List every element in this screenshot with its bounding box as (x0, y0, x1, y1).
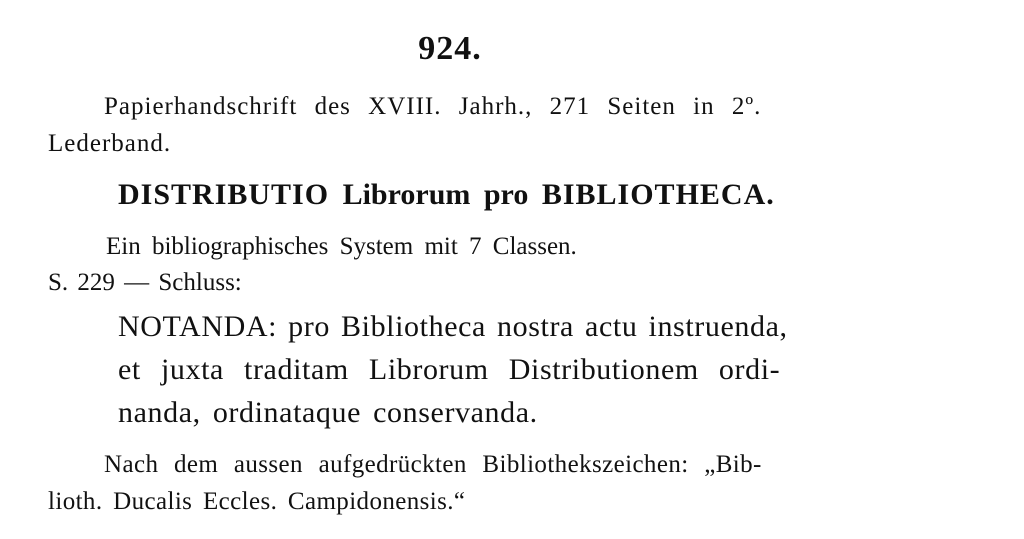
quote-line-1: NOTANDA: pro Bibliotheca nostra actu instruenda, (118, 310, 788, 343)
provenance-line-1: Nach dem aussen aufgedrückten Bibliothekszeichen: „Bib- (104, 451, 762, 478)
title-part-librorum: Librorum pro (342, 178, 529, 211)
quote-line-2: et juxta traditam Librorum Distributionem ordi- (118, 353, 781, 386)
schluss-reference: S. 229 — Schluss: (48, 269, 242, 296)
manuscript-title (118, 178, 775, 212)
title-part-bibliotheca: BIBLIOTHECA. (541, 178, 775, 211)
provenance-line-2: lioth. Ducalis Eccles. Campidonensis.“ (48, 488, 466, 515)
description-line-2: Lederband. (48, 130, 172, 157)
system-note: Ein bibliographisches System mit 7 Classen. (106, 233, 577, 260)
title-part-distributio: DISTRIBUTIO (118, 178, 330, 211)
page-number: 924. (418, 30, 482, 67)
description-line-1: Papierhandschrift des XVIII. Jahrh., 271 Seiten in 2º. (104, 93, 762, 120)
quote-line-3: nanda, ordinataque conservanda. (118, 396, 538, 429)
